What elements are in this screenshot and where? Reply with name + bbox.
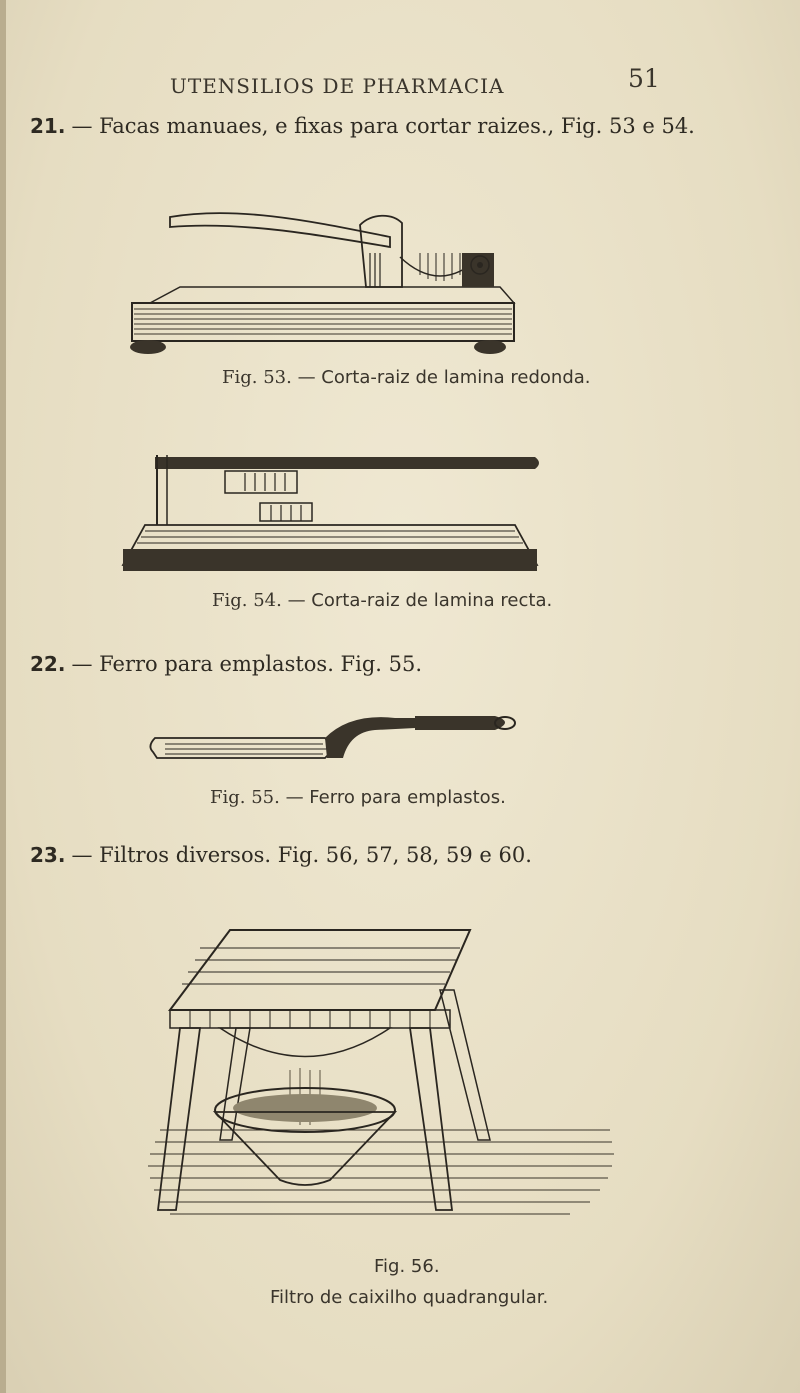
entry-number: 23. (30, 843, 66, 867)
fig53-caption-text: — Corta-raiz de lamina redonda. (297, 367, 591, 388)
fig56-square-frame-filter-illustration (140, 920, 620, 1240)
entry-number: 21. (30, 114, 66, 138)
fig53-label: Fig. 53. (222, 367, 292, 388)
running-title: UTENSILIOS DE PHARMACIA (170, 74, 505, 98)
fig55-caption (210, 787, 506, 808)
fig54-label: Fig. 54. (212, 590, 282, 611)
fig54-caption-text: — Corta-raiz de lamina recta. (287, 590, 553, 611)
fig55-caption-text: — Ferro para emplastos. (285, 787, 506, 808)
fig55-label: Fig. 55. (210, 787, 280, 808)
entry-21 (30, 114, 695, 138)
fig53-root-cutter-round-blade-illustration (120, 195, 530, 360)
entry-text: — Filtros diversos. Fig. 56, 57, 58, 59 e 60. (71, 843, 532, 867)
entry-22 (30, 652, 422, 676)
fig53-caption (222, 367, 591, 388)
entry-number: 22. (30, 652, 66, 676)
fig56-caption: Filtro de caixilho quadrangular. (270, 1287, 549, 1308)
entry-text: — Ferro para emplastos. Fig. 55. (71, 652, 423, 676)
entry-text: — Facas manuaes, e fixas para cortar raizes., Fig. 53 e 54. (71, 114, 695, 138)
fig56-label: Fig. 56. (374, 1256, 440, 1277)
fig54-root-cutter-straight-blade-illustration (115, 445, 545, 580)
page-number: 51 (628, 64, 660, 93)
fig55-plaster-iron-illustration (145, 708, 525, 770)
entry-23 (30, 843, 532, 867)
fig54-caption (212, 590, 552, 611)
page-edge (0, 0, 6, 1393)
